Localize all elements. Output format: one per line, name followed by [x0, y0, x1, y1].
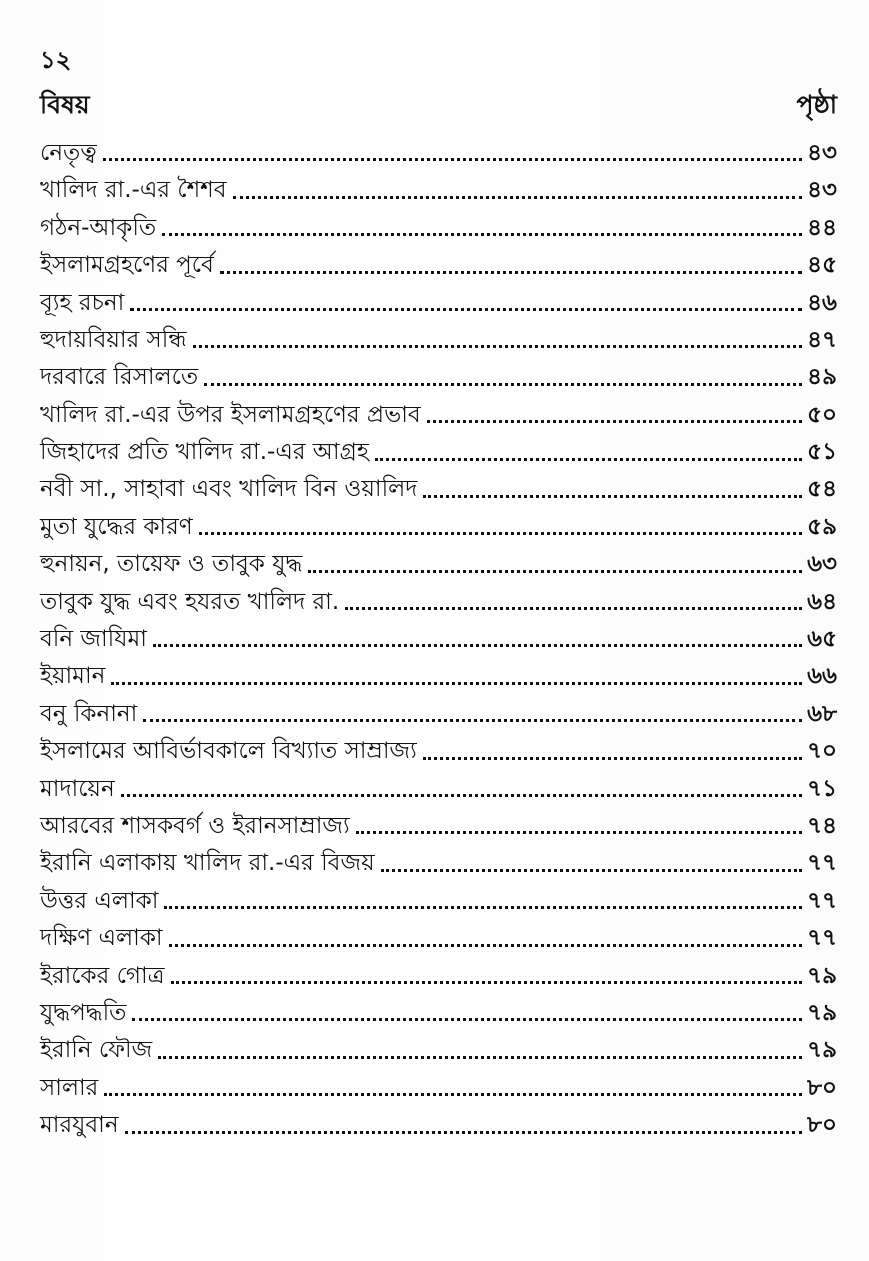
dot-leader — [164, 906, 802, 909]
toc-entry-title: ইসলামের আবির্ভাবকালে বিখ্যাত সাম্রাজ্য — [40, 738, 417, 765]
toc-entry-title: ইয়ামান — [40, 663, 106, 690]
toc-entry — [40, 843, 837, 880]
toc-entry-page: ৬৬ — [807, 663, 837, 690]
toc-entry-title: খালিদ রা.-এর উপর ইসলামগ্রহণের প্রভাব — [40, 401, 421, 428]
toc-entry-page: ৭৪ — [807, 812, 837, 839]
dot-leader — [132, 1018, 802, 1021]
toc-entry-title: নবী সা., সাহাবা এবং খালিদ বিন ওয়ালিদ — [40, 476, 418, 503]
toc-entry-page: ৪৬ — [807, 289, 837, 316]
toc-entry-title: নেতৃত্ব — [40, 139, 97, 166]
dot-leader — [356, 831, 802, 834]
toc-entry-title: সালার — [40, 1074, 99, 1101]
toc-entry — [40, 993, 837, 1030]
dot-leader — [153, 644, 802, 647]
toc-entry-page: ৭৯ — [807, 962, 837, 989]
toc-entry-page: ৭১ — [807, 775, 837, 802]
toc-entry — [40, 544, 837, 581]
toc-entry-title: ব্যূহ রচনা — [40, 289, 125, 316]
dot-leader — [308, 570, 802, 573]
dot-leader — [220, 271, 802, 274]
toc-entry-title: ইরানি ফৌজ — [40, 1037, 153, 1064]
toc-entry-title: গঠন-আকৃতি — [40, 214, 157, 241]
toc-entry — [40, 320, 837, 357]
toc-entry — [40, 956, 837, 993]
toc-entry-title: যুদ্ধপদ্ধতি — [40, 999, 127, 1026]
toc-entry — [40, 1068, 837, 1105]
toc-entry-page: ৫১ — [807, 439, 837, 466]
toc-entry-title: বনু কিনানা — [40, 700, 138, 727]
dot-leader — [169, 944, 802, 947]
dot-leader — [375, 458, 802, 461]
toc-entry-page: ৭৭ — [807, 925, 837, 952]
toc-entry — [40, 1105, 837, 1142]
toc-header — [40, 88, 837, 124]
toc-entry-title: দক্ষিণ এলাকা — [40, 925, 163, 952]
toc-entry — [40, 881, 837, 918]
toc-entry — [40, 208, 837, 245]
toc-entry-page: ৪৭ — [807, 326, 837, 353]
toc-entry — [40, 133, 837, 170]
subject-column-label: বিষয় — [40, 89, 90, 119]
toc-entry-page: ৭০ — [807, 738, 837, 765]
toc-entry-title: দরবারে রিসালতে — [40, 364, 199, 391]
toc-entry-title: হুনায়ন, তায়েফ ও তাবুক যুদ্ধ — [40, 551, 303, 578]
toc-entry-page: ৪৩ — [807, 177, 837, 204]
toc-entry — [40, 619, 837, 656]
toc-entry-page: ৫৯ — [807, 513, 837, 540]
toc-entry — [40, 806, 837, 843]
dot-leader — [193, 345, 803, 348]
dot-leader — [111, 682, 802, 685]
toc-entry-page: ৪৩ — [807, 139, 837, 166]
toc-entry — [40, 507, 837, 544]
page-number: ১২ — [40, 46, 72, 74]
toc-entry-title: খালিদ রা.-এর শৈশব — [40, 177, 227, 204]
toc-entry-title: ইরাকের গোত্র — [40, 962, 165, 989]
table-of-contents — [40, 133, 837, 1143]
toc-entry — [40, 656, 837, 693]
toc-entry-page: ৭৯ — [807, 999, 837, 1026]
page-column-label: পৃষ্ঠা — [796, 89, 837, 119]
toc-entry — [40, 283, 837, 320]
dot-leader — [143, 719, 802, 722]
toc-entry-page: ৫৪ — [807, 476, 837, 503]
dot-leader — [103, 158, 802, 161]
toc-entry-page: ৬৩ — [807, 551, 837, 578]
dot-leader — [423, 757, 802, 760]
toc-entry-title: বনি জাযিমা — [40, 626, 147, 653]
toc-entry — [40, 769, 837, 806]
dot-leader — [199, 532, 802, 535]
toc-entry-title: ইরানি এলাকায় খালিদ রা.-এর বিজয় — [40, 850, 375, 877]
dot-leader — [204, 383, 802, 386]
toc-entry — [40, 1030, 837, 1067]
dot-leader — [104, 1093, 802, 1096]
toc-entry-page: ৮০ — [807, 1112, 837, 1139]
toc-entry — [40, 918, 837, 955]
toc-entry-page: ৪৯ — [807, 364, 837, 391]
dot-leader — [345, 607, 802, 610]
toc-entry — [40, 470, 837, 507]
toc-entry-page: ৬৫ — [807, 626, 837, 653]
toc-entry-title: ইসলামগ্রহণের পূর্বে — [40, 252, 214, 279]
dot-leader — [423, 495, 802, 498]
toc-entry — [40, 731, 837, 768]
toc-entry-title: হুদায়বিয়ার সন্ধি — [40, 326, 187, 353]
toc-entry-title: মারযুবান — [40, 1112, 119, 1139]
toc-entry-page: ৫০ — [807, 401, 837, 428]
toc-entry — [40, 170, 837, 207]
toc-entry-page: ৬৪ — [807, 588, 837, 615]
toc-entry-page: ৪৪ — [807, 214, 837, 241]
toc-entry-title: উত্তর এলাকা — [40, 887, 159, 914]
toc-entry — [40, 694, 837, 731]
dot-leader — [233, 196, 803, 199]
toc-entry — [40, 582, 837, 619]
dot-leader — [171, 981, 803, 984]
toc-entry — [40, 245, 837, 282]
toc-entry — [40, 357, 837, 394]
toc-entry-title: তাবুক যুদ্ধ এবং হযরত খালিদ রা. — [40, 588, 340, 615]
dot-leader — [125, 1131, 803, 1134]
toc-entry-page: ৭৭ — [807, 887, 837, 914]
toc-entry-page: ৬৮ — [807, 700, 837, 727]
dot-leader — [130, 308, 802, 311]
dot-leader — [121, 794, 802, 797]
toc-entry-page: ৭৭ — [807, 850, 837, 877]
toc-entry-title: মাদায়েন — [40, 775, 115, 802]
toc-entry — [40, 395, 837, 432]
toc-entry — [40, 432, 837, 469]
dot-leader — [158, 1056, 802, 1059]
dot-leader — [427, 420, 802, 423]
toc-entry-page: ৭৯ — [807, 1037, 837, 1064]
toc-entry-title: মুতা যুদ্ধের কারণ — [40, 513, 193, 540]
dot-leader — [162, 233, 802, 236]
toc-entry-title: আরবের শাসকবর্গ ও ইরানসাম্রাজ্য — [40, 812, 350, 839]
toc-entry-page: ৪৫ — [807, 252, 837, 279]
dot-leader — [381, 869, 802, 872]
toc-entry-page: ৮০ — [807, 1074, 837, 1101]
toc-entry-title: জিহাদের প্রতি খালিদ রা.-এর আগ্রহ — [40, 439, 369, 466]
